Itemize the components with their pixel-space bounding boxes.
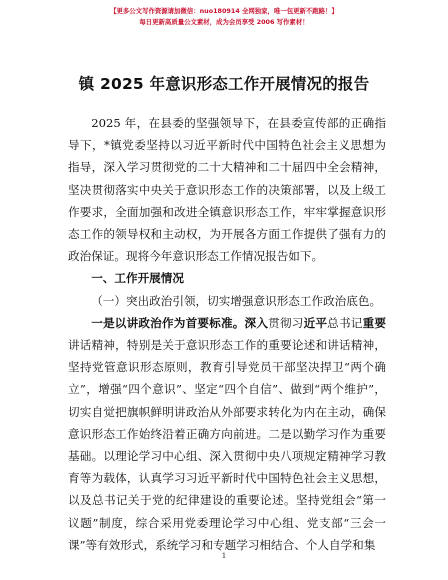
document-body [68, 112, 386, 556]
section-heading-1: 一、工作开展情况 [91, 271, 184, 286]
banner-line-2: 每日更新高质量公文素材，成为会员享受 2006 写作素材！ [139, 18, 309, 26]
inline-text: 贯彻习 [268, 315, 304, 330]
intro-paragraph: 2025 年，在县委的坚强领导下，在县委宣传部的正确指导下，*镇党委坚持以习近平新时代中国特色社会主义思想为指导，深入学习贯彻党的二十大精神和二十届四中全会精神，坚决贯彻落实中央关于意识形态工作的决策部署，以及上级工作要求，全面加强和改进全镇意识形态工作，牢牢掌握意识形态工作的领导权和主动权，为开展各方面工作提供了强有力的政治保证。现将今年意识形态工作情况报告如下。 [68, 116, 386, 264]
body-paragraph-2 [68, 312, 386, 556]
bold-inline-text: 近平 [303, 315, 328, 330]
promo-banner [0, 6, 448, 28]
subsection-heading-1: （一）突出政治引领，切实增强意识形态工作政治底色。 [91, 293, 382, 308]
bold-inline-text-2: 重要 [362, 315, 386, 330]
bold-lead-text: 一是以讲政治作为首要标准。深入 [91, 315, 269, 330]
document-title: 镇 2025 年意识形态工作开展情况的报告 [78, 75, 370, 93]
paragraph-rest: 讲话精神，特别是关于意识形态工作的重要论述和讲话精神，坚持党管意识形态原则，教育引导党员干部坚决捍卫“两个确立”，增强“四个意识”、坚定“四个自信”、做到“两个维护”，切实自觉把旗帜鲜明讲政治从外部要求转化为内在主动，确保意识形态工作始终沿着正确方向前进。二是以勤学习作为重要基础。以理论学习中心组、深入贯彻中央八项规定精神学习教育等为载体，认真学习习近平新时代中国特色社会主义思想，以及总书记关于党的纪律建设的重要论述。坚持党组会“第一议题”制度，综合采用党委理论学习中心组、党支部“三会一课”等有效形式，系统学习和专题学习相结合、个人自学和集 [68, 338, 386, 552]
inline-text-2: 总书记 [327, 315, 363, 330]
page-number: 1 [221, 551, 227, 560]
banner-line-1: 【更多公文写作资源请加微信：nuo180914 全网独家，唯一包更新不跑路！】 [110, 7, 338, 15]
